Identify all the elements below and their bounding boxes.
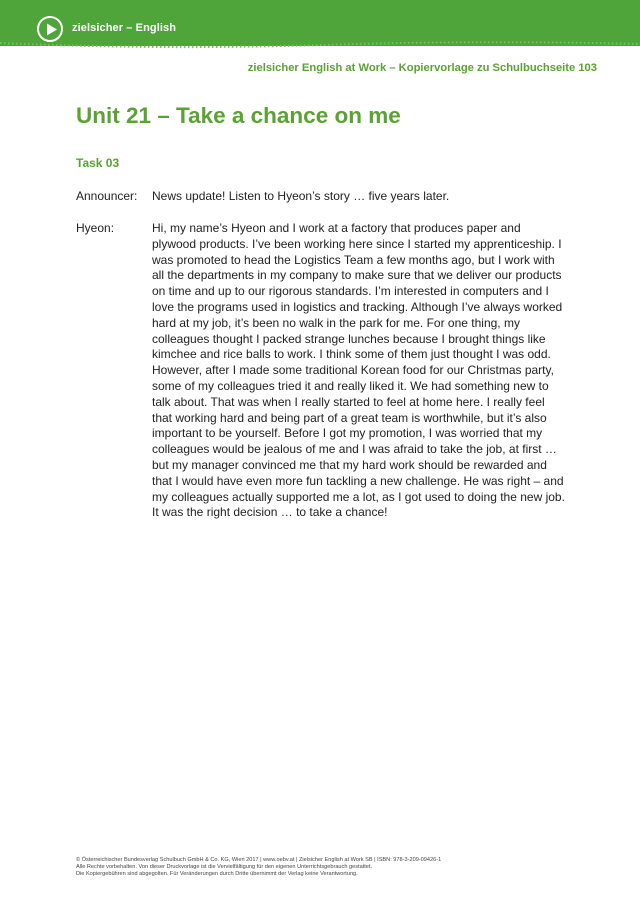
footer-fees: Die Kopiergebühren sind abgegolten. Für Veränderungen durch Dritte übernimmt der Verlag keine Verantwortung. xyxy=(76,871,358,878)
brand-name: zielsicher – English xyxy=(72,22,177,34)
footer xyxy=(76,857,441,879)
speaker-label: Hyeon: xyxy=(76,221,115,235)
speech-text: Hi, my name’s Hyeon and I work at a factory that produces paper and plywood products. I’ve been working here since I started my apprenticeship. I was promoted to head the Logistics Team a few months ago, but I work with all the departments in my company to make sure that we deliver our products on time and up to our rigorous standards. I’m interested in computers and I love the programs used in logistics and tracking. Although I’ve always worked hard at my job, it’s been no walk in the park for me. For one thing, my colleagues thought I packed strange lunches because I brought things like kimchee and rice balls to work. I think some of them just thought I was odd. However, after I made some traditional Korean food for our Christmas party, some of my colleagues tried it and really liked it. We had something new to talk about. That was when I really started to feel at home here. I really feel that working hard and being part of a great team is worthwhile, but it’s also important to be yourself. Before I got my promotion, I was worried that my colleagues would be jealous of me and I was afraid to take the job, at first … but my manager convinced me that my hard work should be rewarded and that I would have even more fun tackling a new challenge. He was right – and my colleagues actually supported me a lot, as I got used to doing the new job. It was the right decision … to take a chance! xyxy=(152,221,565,520)
play-circle-icon xyxy=(37,16,63,42)
task-label: Task 03 xyxy=(76,156,120,170)
header-dotted-edge xyxy=(0,38,640,50)
page-title: Unit 21 – Take a chance on me xyxy=(76,103,401,128)
speech-text: News update! Listen to Hyeon’s story … five years later. xyxy=(152,189,450,203)
footer-rights: Alle Rechte vorbehalten. Von dieser Druckvorlage ist die Vervielfältigung für den eigenen Unterrichtsgebrauch gestattet. xyxy=(76,864,373,871)
kopiervorlage-line: zielsicher English at Work – Kopiervorlage zu Schulbuchseite 103 xyxy=(247,62,597,74)
footer-copyright: © Österreichischer Bundesverlag Schulbuch GmbH & Co. KG, Wien 2017 | www.oebv.at | Zielsicher English at Work SB | ISBN: 978-3-209-09426-1 xyxy=(76,857,442,863)
speaker-label: Announcer: xyxy=(76,189,138,203)
